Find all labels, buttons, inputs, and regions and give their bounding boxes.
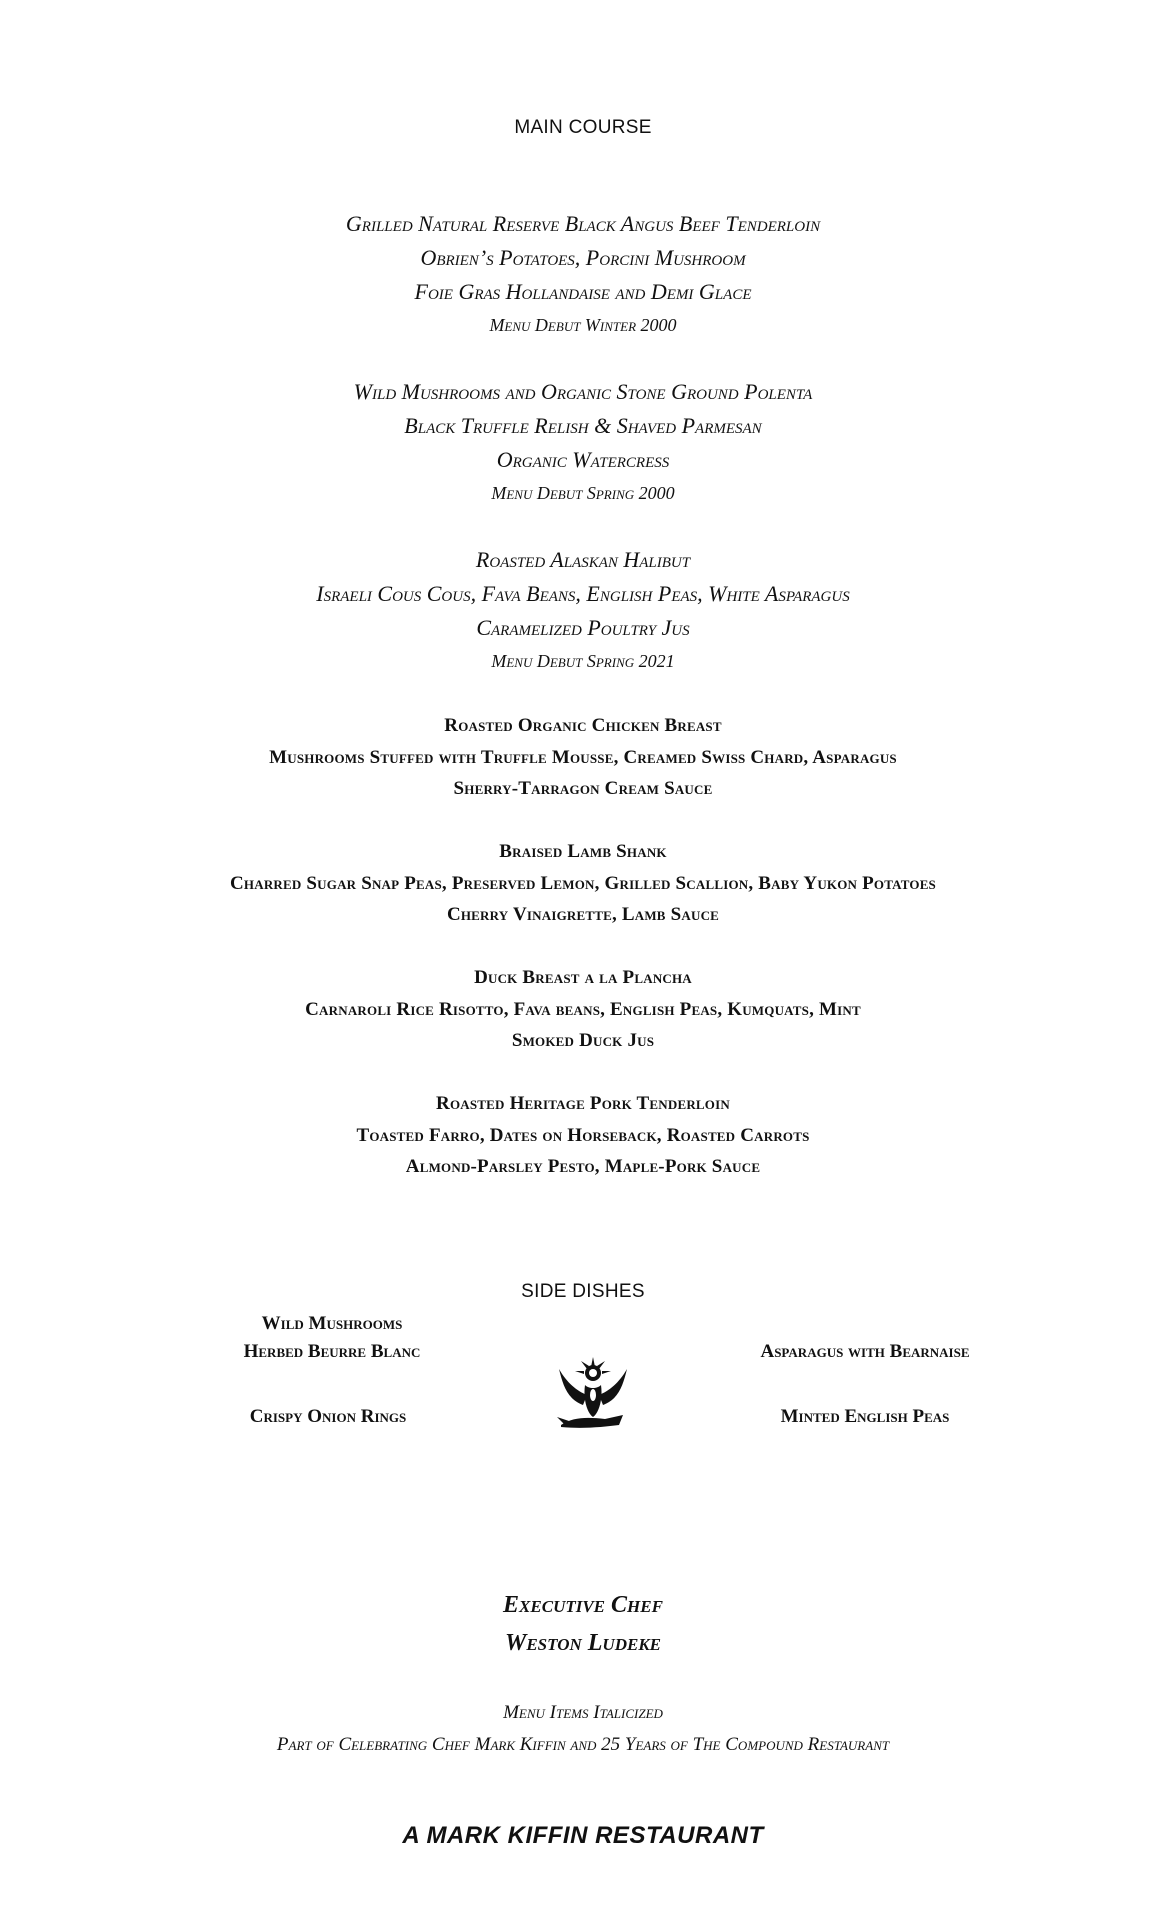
side-item-asparagus: Asparagus with Bearnaise xyxy=(760,1341,970,1362)
dish-title: Roasted Alaskan Halibut xyxy=(475,547,691,572)
dish-description: Sherry-Tarragon Cream Sauce xyxy=(453,778,713,799)
chef-title: Executive Chef xyxy=(503,1592,663,1618)
dish-chicken xyxy=(0,710,1166,805)
celebration-note: Part of Celebrating Chef Mark Kiffin and 25 Years of The Compound Restaurant xyxy=(276,1734,890,1755)
dish-polenta xyxy=(0,375,1166,509)
dish-beef-tenderloin xyxy=(0,207,1166,341)
dish-title: Roasted Organic Chicken Breast xyxy=(444,715,722,736)
dish-description: Israeli Cous Cous, Fava Beans, English Peas, White Asparagus xyxy=(316,581,850,606)
dish-halibut xyxy=(0,543,1166,677)
dish-lamb xyxy=(0,836,1166,931)
dish-description: Carnaroli Rice Risotto, Fava beans, English Peas, Kumquats, Mint xyxy=(305,998,861,1020)
crest-graphic xyxy=(553,1355,633,1435)
dish-title: Roasted Heritage Pork Tenderloin xyxy=(436,1093,730,1114)
dish-title: Duck Breast a la Plancha xyxy=(474,967,692,988)
menu-debut: Menu Debut Spring 2000 xyxy=(491,483,675,503)
dish-description: Almond-Parsley Pesto, Maple-Pork Sauce xyxy=(405,1156,761,1177)
dish-description: Foie Gras Hollandaise and Demi Glace xyxy=(414,279,752,304)
dish-description: Caramelized Poultry Jus xyxy=(476,615,690,640)
menu-debut: Menu Debut Spring 2021 xyxy=(491,651,675,671)
chef-name: Weston Ludeke xyxy=(505,1630,661,1656)
dish-description: Black Truffle Relish & Shaved Parmesan xyxy=(404,413,762,438)
dish-pork xyxy=(0,1088,1166,1183)
side-item-wild-mushrooms xyxy=(172,1310,492,1366)
dish-description: Cherry Vinaigrette, Lamb Sauce xyxy=(446,904,720,925)
side-item-label: Wild Mushrooms xyxy=(261,1313,403,1334)
dish-description: Mushrooms Stuffed with Truffle Mousse, Creamed Swiss Chard, Asparagus xyxy=(269,746,897,768)
restaurant-footer: A MARK KIFFIN RESTAURANT xyxy=(402,1822,764,1849)
side-dishes-heading: SIDE DISHES xyxy=(521,1281,645,1302)
dish-description: Smoked Duck Jus xyxy=(511,1030,655,1051)
main-course-heading: MAIN COURSE xyxy=(514,117,652,138)
menu-note: Menu Items Italicized xyxy=(503,1702,663,1723)
dish-description: Obrien’s Potatoes, Porcini Mushroom xyxy=(420,245,746,270)
dish-title: Braised Lamb Shank xyxy=(499,841,667,862)
dish-description: Charred Sugar Snap Peas, Preserved Lemon, Grilled Scallion, Baby Yukon Potatoes xyxy=(230,872,936,894)
dish-title: Grilled Natural Reserve Black Angus Beef Tenderloin xyxy=(345,211,821,236)
dish-description: Organic Watercress xyxy=(496,447,670,472)
dish-description: Toasted Farro, Dates on Horseback, Roasted Carrots xyxy=(356,1124,810,1146)
side-item-onion-rings: Crispy Onion Rings xyxy=(249,1406,407,1427)
restaurant-crest-icon xyxy=(553,1355,633,1435)
side-item-label: Herbed Beurre Blanc xyxy=(243,1341,421,1362)
dish-duck xyxy=(0,962,1166,1057)
menu-debut: Menu Debut Winter 2000 xyxy=(489,315,677,335)
side-item-english-peas: Minted English Peas xyxy=(780,1406,950,1427)
dish-title: Wild Mushrooms and Organic Stone Ground Polenta xyxy=(353,379,813,404)
